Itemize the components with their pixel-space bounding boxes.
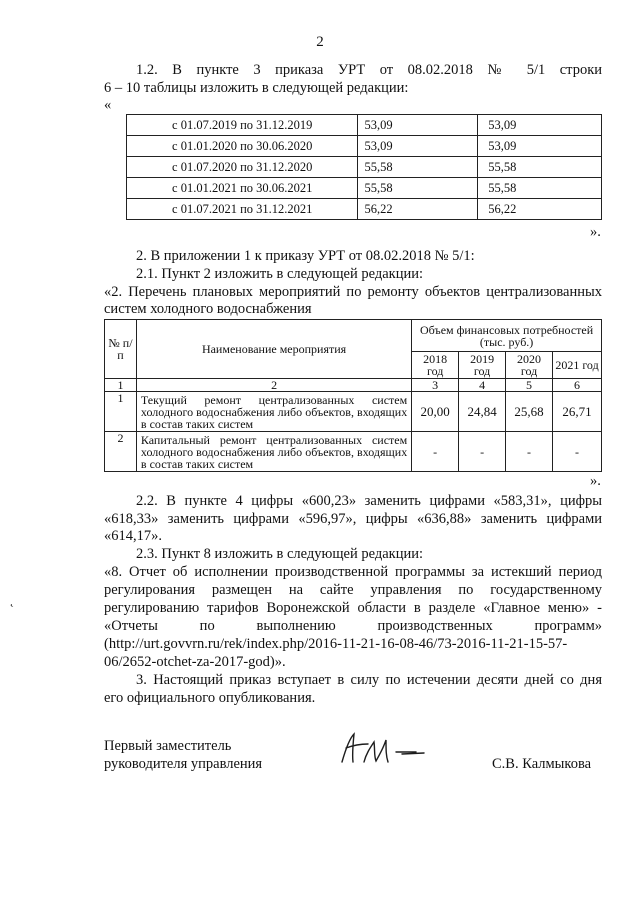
paragraph-2-3-line-5: (http://urt.govvrn.ru/rek/index.php/2016-11-21-16-08-46/73-2016-11-21-15-57- <box>104 636 568 652</box>
table-row <box>105 392 602 432</box>
signatory-title-line-2: руководителя управления <box>104 756 263 772</box>
column-index: 6 <box>553 379 602 392</box>
header-number: № п/п <box>105 320 137 379</box>
row-measure-name: Текущий ремонт централизованных систем холодного водоснабжения либо объектов, входящих в состав таких систем <box>136 392 411 432</box>
paragraph-3-line-2: его официального опубликования. <box>104 690 316 706</box>
tariff-value-cell: 55,58 <box>358 178 478 199</box>
tariff-value-cell: 53,09 <box>358 115 478 136</box>
tariff-value-cell: 53,09 <box>478 115 602 136</box>
header-financial-volume: Объем финансовых потребностей (тыс. руб.) <box>412 320 602 352</box>
measures-table <box>104 319 602 472</box>
column-index: 3 <box>412 379 459 392</box>
tariff-value-cell: 56,22 <box>358 199 478 220</box>
header-year: 2018 год <box>412 352 459 379</box>
tariff-value-cell: 55,58 <box>478 157 602 178</box>
paragraph-1-2-line-1: 1.2. В пункте 3 приказа УРТ от 08.02.2018 № 5/1 строки <box>136 62 602 78</box>
row-value: - <box>459 432 506 472</box>
table-row <box>105 432 602 472</box>
signatory-title-line-1: Первый заместитель <box>104 738 232 754</box>
paragraph-1-2-line-2: 6 – 10 таблицы изложить в следующей редакции: <box>104 80 409 96</box>
margin-mark: ˛ <box>10 593 14 607</box>
signatory-name: С.В. Калмыкова <box>492 756 592 772</box>
table-row <box>127 136 602 157</box>
tariff-value-cell: 55,58 <box>478 178 602 199</box>
paragraph-2-2-line-1: 2.2. В пункте 4 цифры «600,23» заменить цифрами «583,31», цифры <box>136 493 602 509</box>
paragraph-2-3-line-2: регулирования размещен на сайте управления по государственному <box>104 582 602 598</box>
close-quote-2: ». <box>590 473 601 489</box>
paragraph-2-3: 2.3. Пункт 8 изложить в следующей редакции: <box>136 546 424 562</box>
row-value: - <box>506 432 553 472</box>
open-quote: « <box>104 97 112 113</box>
paragraph-2-3-line-3: регулированию тарифов Воронежской области в разделе «Главное меню» - <box>104 600 602 616</box>
column-index: 5 <box>506 379 553 392</box>
handwritten-signature <box>336 728 432 770</box>
row-value: 20,00 <box>412 392 459 432</box>
column-index: 4 <box>459 379 506 392</box>
paragraph-2-1-quote-line-2: систем холодного водоснабжения <box>104 301 312 317</box>
header-year: 2021 год <box>553 352 602 379</box>
table-row <box>127 199 602 220</box>
header-measure-name: Наименование мероприятия <box>136 320 411 379</box>
paragraph-2-3-line-4: «Отчеты по выполнению производственных программ» <box>104 618 602 634</box>
paragraph-2-2-line-3: «614,17». <box>104 528 162 544</box>
period-cell: с 01.01.2020 по 30.06.2020 <box>127 136 358 157</box>
tariff-value-cell: 55,58 <box>358 157 478 178</box>
tariff-table <box>126 114 602 220</box>
period-cell: с 01.07.2021 по 31.12.2021 <box>127 199 358 220</box>
table-row <box>127 115 602 136</box>
row-value: - <box>553 432 602 472</box>
paragraph-2-1-quote-line-1: «2. Перечень плановых мероприятий по ремонту объектов централизованных <box>104 284 602 300</box>
tariff-value-cell: 53,09 <box>358 136 478 157</box>
table-row <box>127 178 602 199</box>
period-cell: с 01.07.2020 по 31.12.2020 <box>127 157 358 178</box>
page-number: 2 <box>316 34 324 50</box>
row-measure-name: Капитальный ремонт централизованных систем холодного водоснабжения либо объектов, входящих в состав таких систем <box>136 432 411 472</box>
tariff-value-cell: 53,09 <box>478 136 602 157</box>
row-value: 25,68 <box>506 392 553 432</box>
header-year: 2019 год <box>459 352 506 379</box>
paragraph-2-3-line-6: 06/2652-otchet-za-2017-god)». <box>104 654 286 670</box>
header-year: 2020 год <box>506 352 553 379</box>
period-cell: с 01.07.2019 по 31.12.2019 <box>127 115 358 136</box>
paragraph-2: 2. В приложении 1 к приказу УРТ от 08.02.2018 № 5/1: <box>136 248 475 264</box>
row-value: 26,71 <box>553 392 602 432</box>
paragraph-2-1: 2.1. Пункт 2 изложить в следующей редакции: <box>136 266 424 282</box>
row-value: 24,84 <box>459 392 506 432</box>
close-quote-1: ». <box>590 224 601 240</box>
period-cell: с 01.01.2021 по 30.06.2021 <box>127 178 358 199</box>
column-index: 2 <box>136 379 411 392</box>
column-index: 1 <box>105 379 137 392</box>
table-row <box>127 157 602 178</box>
paragraph-2-2-line-2: «618,33» заменить цифрами «596,97», цифры «636,88» заменить цифрами <box>104 511 602 527</box>
tariff-value-cell: 56,22 <box>478 199 602 220</box>
row-number: 2 <box>105 432 137 472</box>
row-value: - <box>412 432 459 472</box>
paragraph-3-line-1: 3. Настоящий приказ вступает в силу по истечении десяти дней со дня <box>136 672 602 688</box>
row-number: 1 <box>105 392 137 432</box>
paragraph-2-3-line-1: «8. Отчет об исполнении производственной программы за истекший период <box>104 564 602 580</box>
